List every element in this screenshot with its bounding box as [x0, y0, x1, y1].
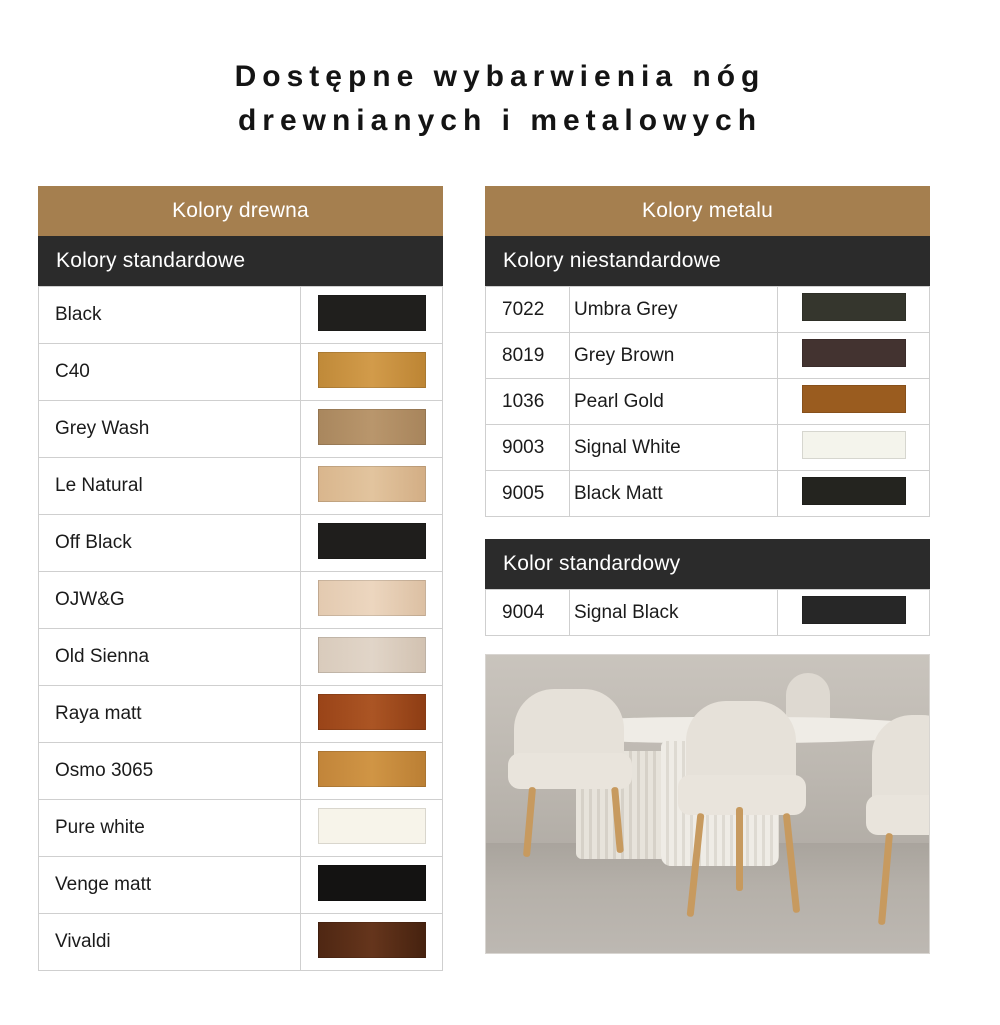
table-row: [486, 379, 930, 425]
metal-color-code: 1036: [486, 379, 570, 425]
table-row: [39, 800, 443, 857]
page-title-line-1: Dostępne wybarwienia nóg: [234, 60, 766, 93]
metal-color-name: Grey Brown: [570, 333, 778, 379]
table-row: [486, 333, 930, 379]
metal-color-code: 9003: [486, 425, 570, 471]
metal-color-name: Pearl Gold: [570, 379, 778, 425]
table-row: [486, 471, 930, 517]
wood-color-name: Black: [39, 287, 301, 344]
wood-color-name: Raya matt: [39, 686, 301, 743]
section-spacer: [485, 517, 930, 539]
table-row: [486, 425, 930, 471]
wood-color-swatch: [318, 922, 426, 958]
metal-colors-section: [485, 186, 930, 971]
wood-color-swatch: [318, 466, 426, 502]
metal-color-swatch-cell: [778, 287, 930, 333]
table-row: [39, 458, 443, 515]
wood-color-swatch-cell: [301, 515, 443, 572]
metal-custom-colors-table: [485, 286, 930, 517]
table-row: [39, 287, 443, 344]
wood-color-name: Venge matt: [39, 857, 301, 914]
table-row: [39, 401, 443, 458]
wood-color-swatch-cell: [301, 458, 443, 515]
metal-color-swatch: [802, 431, 906, 459]
metal-color-swatch: [802, 293, 906, 321]
table-row: [39, 857, 443, 914]
wood-color-swatch: [318, 808, 426, 844]
wood-color-name: Off Black: [39, 515, 301, 572]
metal-color-swatch: [802, 339, 906, 367]
table-row: [39, 686, 443, 743]
metal-color-code: 8019: [486, 333, 570, 379]
metal-color-swatch: [802, 385, 906, 413]
wood-color-swatch: [318, 352, 426, 388]
wood-color-swatch: [318, 694, 426, 730]
metal-color-swatch-cell: [778, 379, 930, 425]
wood-color-swatch: [318, 751, 426, 787]
table-row: [39, 743, 443, 800]
metal-color-swatch-cell: [778, 333, 930, 379]
wood-color-name: Osmo 3065: [39, 743, 301, 800]
metal-standard-colors-table: [485, 589, 930, 636]
wood-color-name: Old Sienna: [39, 629, 301, 686]
wood-color-swatch-cell: [301, 857, 443, 914]
metal-color-code: 9004: [486, 590, 570, 636]
wood-color-name: Pure white: [39, 800, 301, 857]
metal-color-name: Signal White: [570, 425, 778, 471]
metal-color-name: Black Matt: [570, 471, 778, 517]
page-title: [0, 0, 1000, 143]
metal-color-swatch-cell: [778, 590, 930, 636]
metal-color-name: Signal Black: [570, 590, 778, 636]
metal-color-code: 7022: [486, 287, 570, 333]
table-row: [486, 287, 930, 333]
wood-color-swatch-cell: [301, 344, 443, 401]
wood-color-name: Vivaldi: [39, 914, 301, 971]
table-row: [486, 590, 930, 636]
wood-section-header: Kolory drewna: [38, 186, 443, 236]
wood-color-swatch-cell: [301, 914, 443, 971]
wood-colors-section: [38, 186, 443, 971]
photo-chair-seat-right: [866, 795, 930, 835]
wood-color-swatch-cell: [301, 800, 443, 857]
page-title-line-2: drewnianych i metalowych: [237, 104, 763, 137]
wood-color-swatch-cell: [301, 572, 443, 629]
table-row: [39, 344, 443, 401]
wood-color-swatch: [318, 637, 426, 673]
table-row: [39, 572, 443, 629]
metal-color-swatch: [802, 477, 906, 505]
wood-color-swatch: [318, 295, 426, 331]
wood-color-swatch-cell: [301, 401, 443, 458]
metal-color-swatch-cell: [778, 425, 930, 471]
wood-color-swatch-cell: [301, 287, 443, 344]
metal-color-swatch: [802, 596, 906, 624]
wood-color-name: OJW&G: [39, 572, 301, 629]
wood-color-swatch: [318, 580, 426, 616]
metal-color-code: 9005: [486, 471, 570, 517]
wood-color-swatch-cell: [301, 743, 443, 800]
wood-color-name: Grey Wash: [39, 401, 301, 458]
wood-color-swatch: [318, 523, 426, 559]
wood-color-swatch-cell: [301, 686, 443, 743]
wood-color-swatch: [318, 865, 426, 901]
wood-standard-subheader: Kolory standardowe: [38, 236, 443, 286]
wood-color-name: C40: [39, 344, 301, 401]
metal-custom-subheader: Kolory niestandardowe: [485, 236, 930, 286]
metal-color-swatch-cell: [778, 471, 930, 517]
photo-chair-leg: [736, 807, 743, 891]
wood-color-swatch: [318, 409, 426, 445]
metal-color-name: Umbra Grey: [570, 287, 778, 333]
table-row: [39, 629, 443, 686]
wood-color-name: Le Natural: [39, 458, 301, 515]
photo-chair-back-right: [872, 715, 930, 807]
metal-section-header: Kolory metalu: [485, 186, 930, 236]
table-row: [39, 914, 443, 971]
table-row: [39, 515, 443, 572]
interior-photo: [485, 654, 930, 954]
photo-chair-seat-left: [508, 753, 632, 789]
content-columns: [0, 186, 1000, 971]
metal-standard-subheader: Kolor standardowy: [485, 539, 930, 589]
wood-color-swatch-cell: [301, 629, 443, 686]
wood-colors-table: [38, 286, 443, 971]
